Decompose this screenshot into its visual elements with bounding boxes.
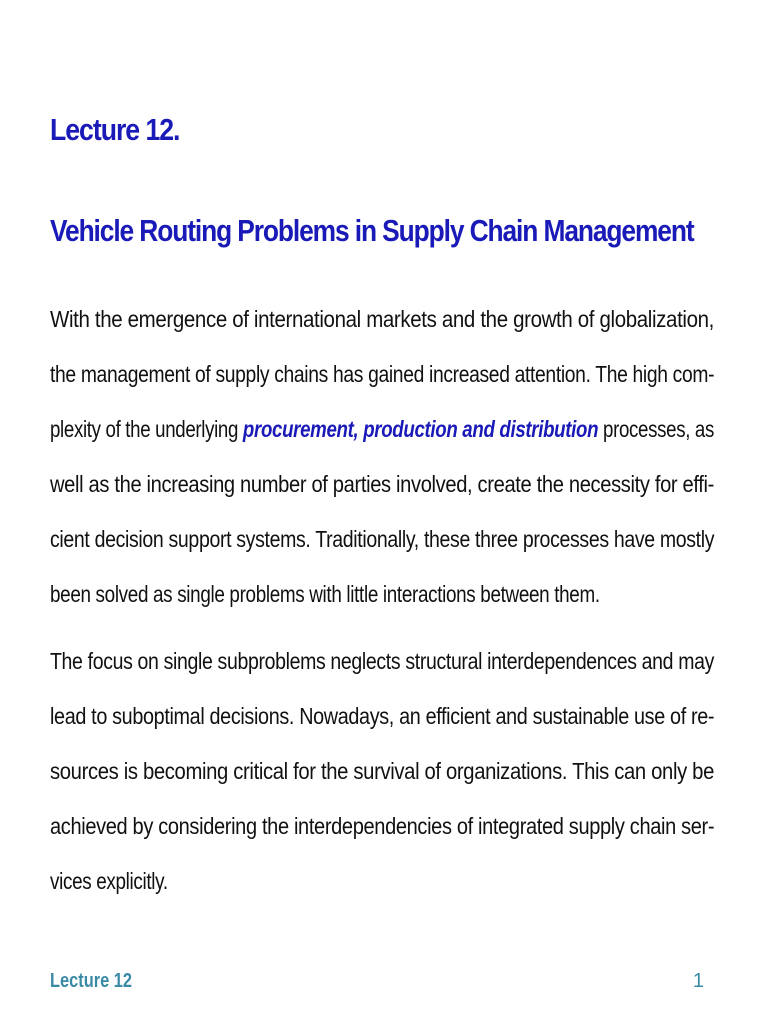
paragraph-1-line-4: well as the increasing number of parties involved, create the necessity for effi- — [50, 471, 714, 497]
emphasized-processes: procurement, production and distribution — [242, 416, 599, 442]
paragraph-2-line-2: lead to suboptimal decisions. Nowadays, an efficient and sustainable use of re- — [50, 703, 715, 729]
paragraph-1-line-3 — [50, 413, 714, 445]
lecture-title: Lecture 12. — [50, 112, 180, 147]
paragraph-2-line-5: vices explicitly. — [50, 868, 168, 894]
paragraph-1-line-2: the management of supply chains has gained increased attention. The high com- — [50, 361, 715, 387]
page-number: 1 — [692, 970, 704, 992]
topic-title: Vehicle Routing Problems in Supply Chain Management — [50, 213, 694, 248]
paragraph-1-line-6: been solved as single problems with little interactions between them. — [50, 581, 600, 607]
paragraph-1-line-3-start: plexity of the underlying — [50, 416, 243, 442]
paragraph-2-line-3: sources is becoming critical for the survival of organizations. This can only be — [50, 758, 714, 784]
paragraph-2-line-1: The focus on single subproblems neglects structural interdependences and may — [50, 648, 715, 674]
paragraph-2-line-4: achieved by considering the interdependencies of integrated supply chain ser- — [50, 813, 715, 839]
paragraph-1-line-5: cient decision support systems. Traditionally, these three processes have mostly — [50, 526, 715, 552]
paragraph-1-line-1: With the emergence of international markets and the growth of globalization, — [50, 306, 714, 332]
footer-lecture-label: Lecture 12 — [50, 970, 133, 992]
paragraph-1-line-3-end: processes, as — [598, 416, 714, 442]
